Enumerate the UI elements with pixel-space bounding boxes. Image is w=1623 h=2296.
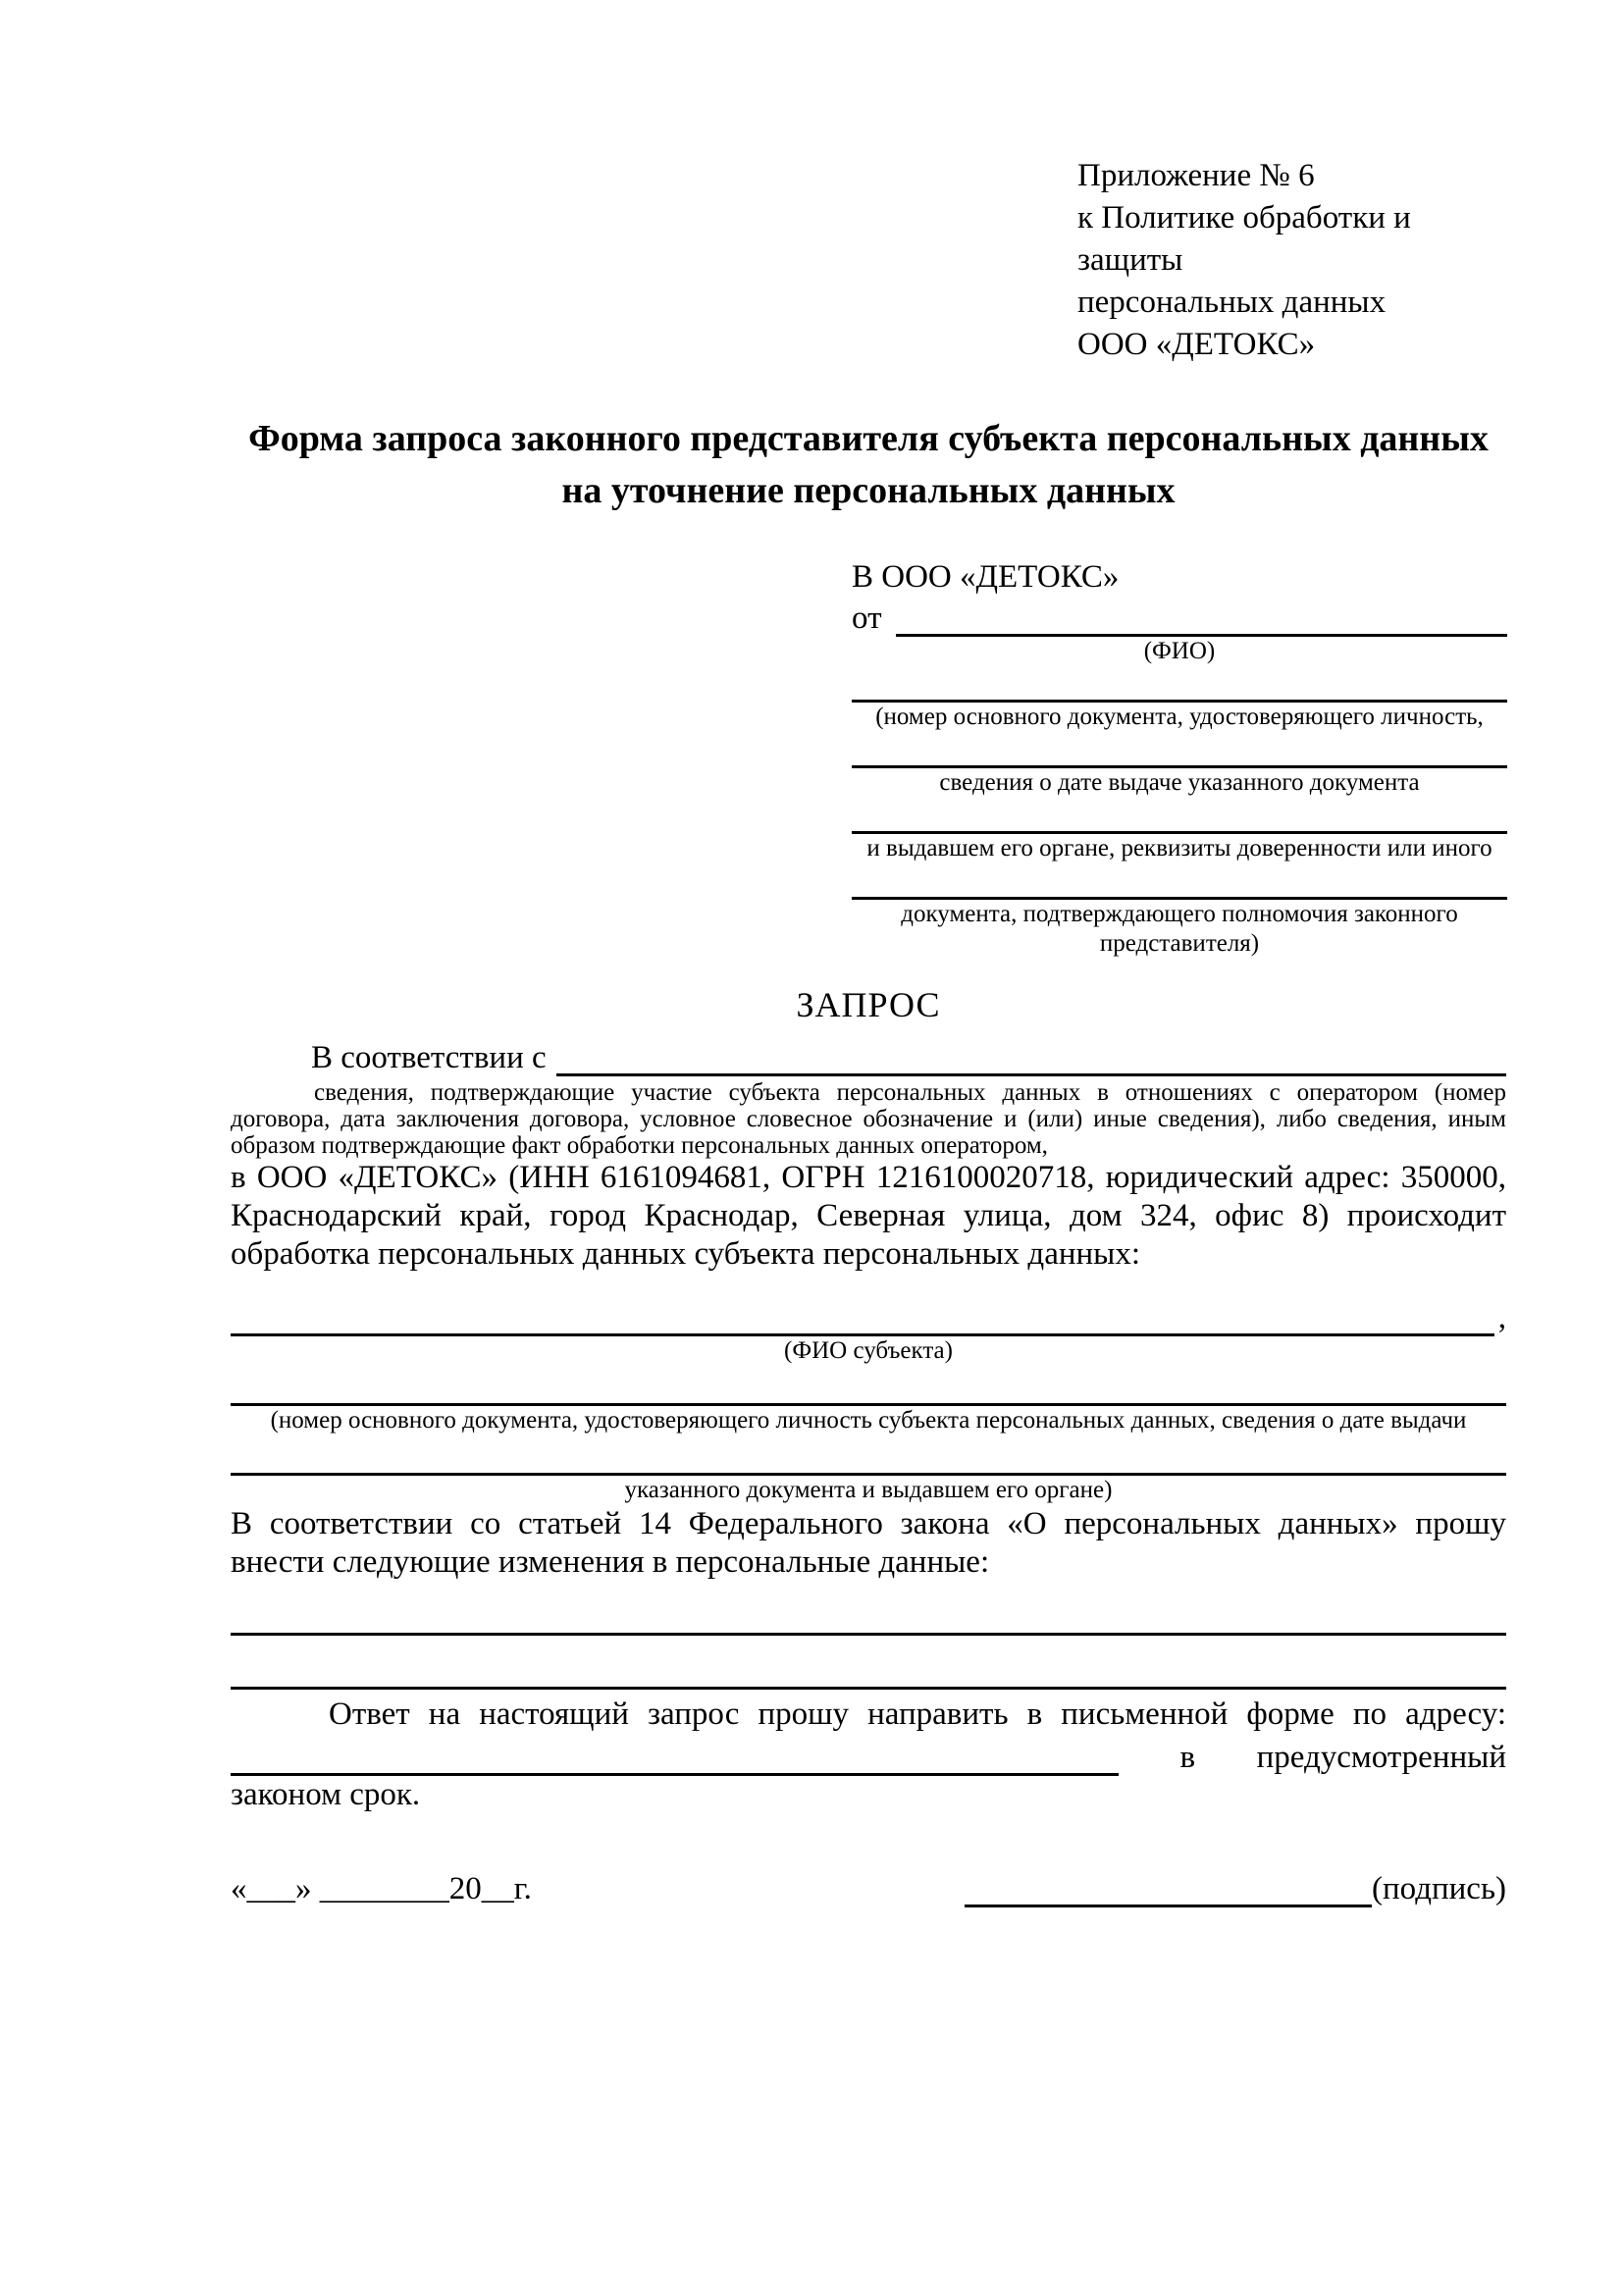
addressee-block bbox=[852, 558, 1507, 959]
annex-line-1: Приложение № 6 bbox=[1077, 158, 1315, 193]
doc-issue-date-blank[interactable] bbox=[852, 732, 1507, 768]
reply-address-row bbox=[231, 1739, 1506, 1776]
authority-doc-blank[interactable] bbox=[852, 863, 1507, 900]
subject-fio-blank[interactable] bbox=[231, 1304, 1494, 1336]
annex-line-4: ООО «ДЕТОКС» bbox=[1077, 327, 1316, 362]
fio-caption: (ФИО) bbox=[1143, 638, 1216, 664]
basis-caption: сведения, подтверждающие участие субъекта персональных данных в отношениях с оператором (номер договора, дата заключения договора, условное словесное обозначение и (или) иные сведения), либо сведения, иным образом подтверждающие факт обработки персональных данных оператором, bbox=[231, 1079, 1506, 1159]
from-label: от bbox=[852, 600, 882, 636]
changes-blank-2[interactable] bbox=[231, 1636, 1506, 1690]
representative-doc-number-blank[interactable] bbox=[852, 666, 1507, 703]
reply-address-blank[interactable] bbox=[231, 1744, 1119, 1776]
request-heading: ЗАПРОС bbox=[796, 985, 941, 1024]
operator-paragraph: в ООО «ДЕТОКС» (ИНН 6161094681, ОГРН 1216100020718, юридический адрес: 350000, Краснодарский край, город Краснодар, Северная улица, дом 324, офис 8) происходит обработка персональных данных субъекта персональных данных: bbox=[231, 1160, 1506, 1272]
reply-word-v: в bbox=[1179, 1740, 1196, 1775]
annex-line-2: к Политике обработки и защиты bbox=[1077, 200, 1411, 278]
addressee-company: В ООО «ДЕТОКС» bbox=[852, 559, 1120, 595]
reply-paragraph-line-3: законом срок. bbox=[231, 1777, 421, 1812]
subject-doc-caption-2: указанного документа и выдавшем его органе) bbox=[624, 1477, 1113, 1503]
doc-number-caption: (номер основного документа, удостоверяющего личность, bbox=[875, 704, 1484, 730]
trailing-comma: , bbox=[1497, 1300, 1506, 1335]
annex-block bbox=[1077, 155, 1506, 366]
signature-area bbox=[965, 1870, 1506, 1907]
representative-fio-blank[interactable] bbox=[896, 604, 1508, 637]
date-signature-row bbox=[231, 1870, 1506, 1907]
subject-doc-blank-2[interactable] bbox=[231, 1435, 1506, 1476]
doc-issue-date-caption: сведения о дате выдаче указанного документа bbox=[939, 769, 1420, 796]
reply-paragraph-line-1: Ответ на настоящий запрос прошу направить в письменной форме по адресу: bbox=[329, 1696, 1506, 1732]
doc-issuer-caption: и выдавшем его органе, реквизиты доверенности или иного bbox=[866, 835, 1492, 861]
doc-issuer-blank[interactable] bbox=[852, 798, 1507, 834]
page-title-line-2: на уточнение персональных данных bbox=[561, 470, 1176, 511]
annex-line-3: персональных данных bbox=[1077, 285, 1387, 320]
article-paragraph: В соответствии со статьей 14 Федерального закона «О персональных данных» прошу внести следующие изменения в персональные данные: bbox=[231, 1506, 1506, 1580]
basis-blank[interactable] bbox=[556, 1044, 1506, 1076]
date-blank[interactable]: «___» ________20__г. bbox=[231, 1871, 532, 1906]
reply-word-predusmotrenny: предусмотренный bbox=[1256, 1740, 1506, 1775]
basis-row bbox=[231, 1039, 1506, 1076]
signature-caption: (подпись) bbox=[1372, 1871, 1506, 1906]
subject-fio-row bbox=[231, 1299, 1506, 1336]
signature-blank[interactable] bbox=[965, 1875, 1372, 1907]
basis-prefix: В соответствии с bbox=[311, 1040, 547, 1075]
page-title-line-1: Форма запроса законного представителя субъекта персональных данных bbox=[248, 418, 1489, 459]
changes-blank-1[interactable] bbox=[231, 1582, 1506, 1636]
from-row bbox=[852, 600, 1507, 637]
subject-doc-caption-1: (номер основного документа, удостоверяющего личность субъекта персональных данных, сведения о дате выдачи bbox=[270, 1407, 1467, 1434]
subject-doc-blank-1[interactable] bbox=[231, 1366, 1506, 1406]
authority-doc-caption: документа, подтверждающего полномочия законного представителя) bbox=[901, 901, 1458, 957]
subject-fio-caption: (ФИО субъекта) bbox=[784, 1337, 953, 1364]
page-title bbox=[231, 413, 1506, 517]
